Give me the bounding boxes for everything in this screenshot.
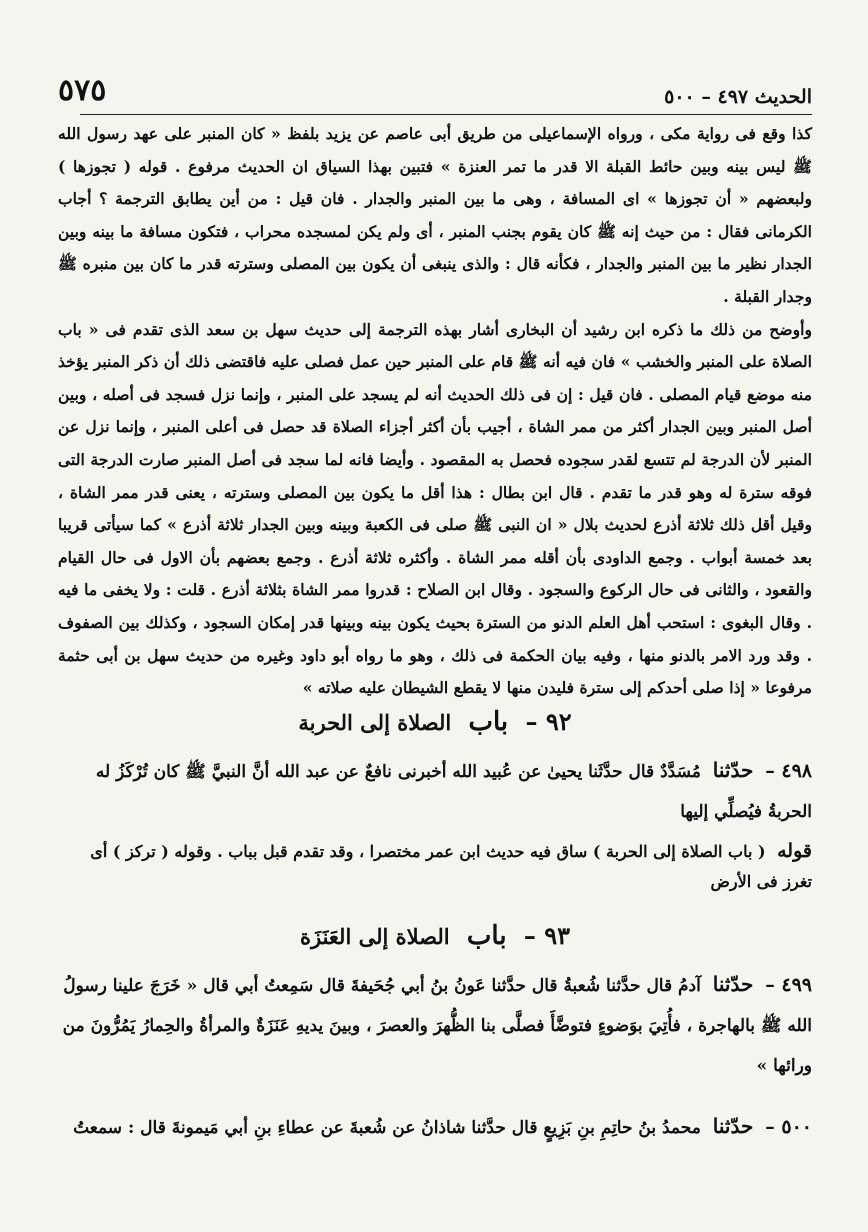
chapter-number: ٩٣ – [523,921,571,950]
hadith-500 [58,1106,812,1148]
hadith-number: ٥٠٠ – [765,1116,812,1138]
chapter-bab-word: باب [468,707,509,737]
haddathana-word: حدّثنا [712,972,754,996]
haddathana-word: حدّثنا [712,1114,754,1138]
hadith-number: ٤٩٩ – [765,974,812,996]
chapter-heading-92 [58,700,812,744]
commentary-paragraph: وأوضح من ذلك ما ذكره ابن رشيد أن البخارى أشار بهذه الترجمة إلى حديث سهل بن سعد الذى تقدم فى « باب الصلاة على المنبر والخشب » فان فيه أنه ﷺ قام على المنبر حين عمل فصلى عليه فاقتضى ذلك أن ذكر المنبر يؤخذ منه موضع قيام المصلى . فان قيل : إن فى ذلك الحديث أنه لم يسجد على المنبر ، وإنما نزل فسجد فى أصله ، وبين أصل المنبر وبين الجدار أكثر من ممر الشاة ، أجيب بأن أكثر أجزاء الصلاة قد حصل فى أعلى المنبر ، وإنما نزل عن المنبر لأن الدرجة لم تتسع لقدر سجوده فحصل به المقصود . وأيضا فانه لما سجد فى أصل المنبر صارت الدرجة التى فوقه سترة له وهو قدر ما تقدم . قال ابن بطال : هذا أقل ما يكون بين المصلى وسترته ، يعنى قدر ممر الشاة ، وقيل أقل ذلك ثلاثة أذرع لحديث بلال « ان النبى ﷺ صلى فى الكعبة وبينه وبين الجدار ثلاثة أذرع » كما سيأتى قريبا بعد خمسة أبواب . وجمع الداودى بأن أقله ممر الشاة . وأكثره ثلاثة أذرع . وجمع بعضهم بأن الاول فى حال القيام والقعود ، والثانى فى حال الركوع والسجود . وقال ابن الصلاح : قدروا ممر الشاة بثلاثة أذرع . قلت : ولا يخفى ما فيه . وقال البغوى : استحب أهل العلم الدنو من السترة بحيث يكون بينه وبينها قدر إمكان السجود ، وكذلك بين الصفوف . وقد ورد الامر بالدنو منها ، وفيه بيان الحكمة فى ذلك ، وهو ما رواه أبو داود وغيره من حديث سهل بن أبى حثمة مرفوعا « إذا صلى أحدكم إلى سترة فليدن منها لا يقطع الشيطان عليه صلاته » [58,319,812,698]
commentary-paragraph: كذا وقع فى رواية مكى ، ورواه الإسماعيلى من طريق أبى عاصم عن يزيد بلفظ « كان المنبر على عهد رسول الله ﷺ ليس بينه وبين حائط القبلة الا قدر ما تمر العنزة » فتبين بهذا السياق ان الحديث مرفوع . قوله ( تجوزها ) ولبعضهم « أن تجوزها » اى المسافة ، وهى ما بين المنبر والجدار . فان قيل : من أين يطابق الترجمة ؟ أجاب الكرمانى فقال : من حيث إنه ﷺ كان يقوم بجنب المنبر ، أى ولم يكن لمسجده محراب ، فتكون مسافة ما بينه وبين الجدار نظير ما بين المنبر والجدار ، فكأنه قال : والذى ينبغى أن يكون بين المصلى وسترته قدر ما كان بين منبره ﷺ وجدار القبلة . [58,124,812,306]
hadith-498 [58,750,812,832]
chapter-bab-word: باب [466,921,507,951]
page-number: ٥٧٥ [58,73,107,108]
chapter-title: الصلاة إلى العَنَزَة [299,924,450,949]
page-header [58,66,812,108]
running-head: الحديث ٤٩٧ – ٥٠٠ [664,86,812,108]
chapter-number: ٩٢ – [525,707,572,736]
hadith-499 [58,964,812,1086]
commentary-note-498 [58,836,812,897]
hadith-number: ٤٩٨ – [765,760,812,782]
hadith-text: محمدُ بنُ حاتِمِ بنِ بَزِيعٍ قال حدَّثنا شاذانُ عن شُعبةَ عن عطاءِ بنِ أبي مَيمونةَ قال : سمعتُ [73,1118,701,1138]
haddathana-word: حدّثنا [712,758,754,782]
qawluh-word: قوله [777,840,812,862]
commentary-block [58,118,812,705]
chapter-title: الصلاة إلى الحربة [298,710,452,735]
header-rule [80,114,812,115]
note-text: ( باب الصلاة إلى الحربة ) ساق فيه حديث ابن عمر مختصرا ، وقد تقدم قبل بباب . وقوله ( تركز ) أى تغرز فى الأرض [90,842,812,891]
hadith-text: آدمُ قال حدَّثنا شُعبةُ قال حدَّثنا عَونُ بنُ أبي جُحَيفةَ قال سَمِعتُ أبي قال « خَرَجَ علينا رسولُ الله ﷺ بالهاجرة ، فأُتِيَ بوَضوءٍ فتوضَّأَ فصلَّى بنا الظُّهرَ والعصرَ ، وبينَ يديهِ عَنَزَةٌ والمرأةُ والحِمارُ يَمُرُّونَ من ورائها » [62,976,812,1076]
hadith-text: مُسَدَّدٌ قال حدَّثَنا يحيىٰ عن عُبيد الله أخبرنى نافعٌ عن عبد الله أنَّ النبيَّ ﷺ كان تُرْكَزُ له الحربةُ فيُصلِّي إليها [95,762,812,822]
chapter-heading-93 [58,914,812,958]
